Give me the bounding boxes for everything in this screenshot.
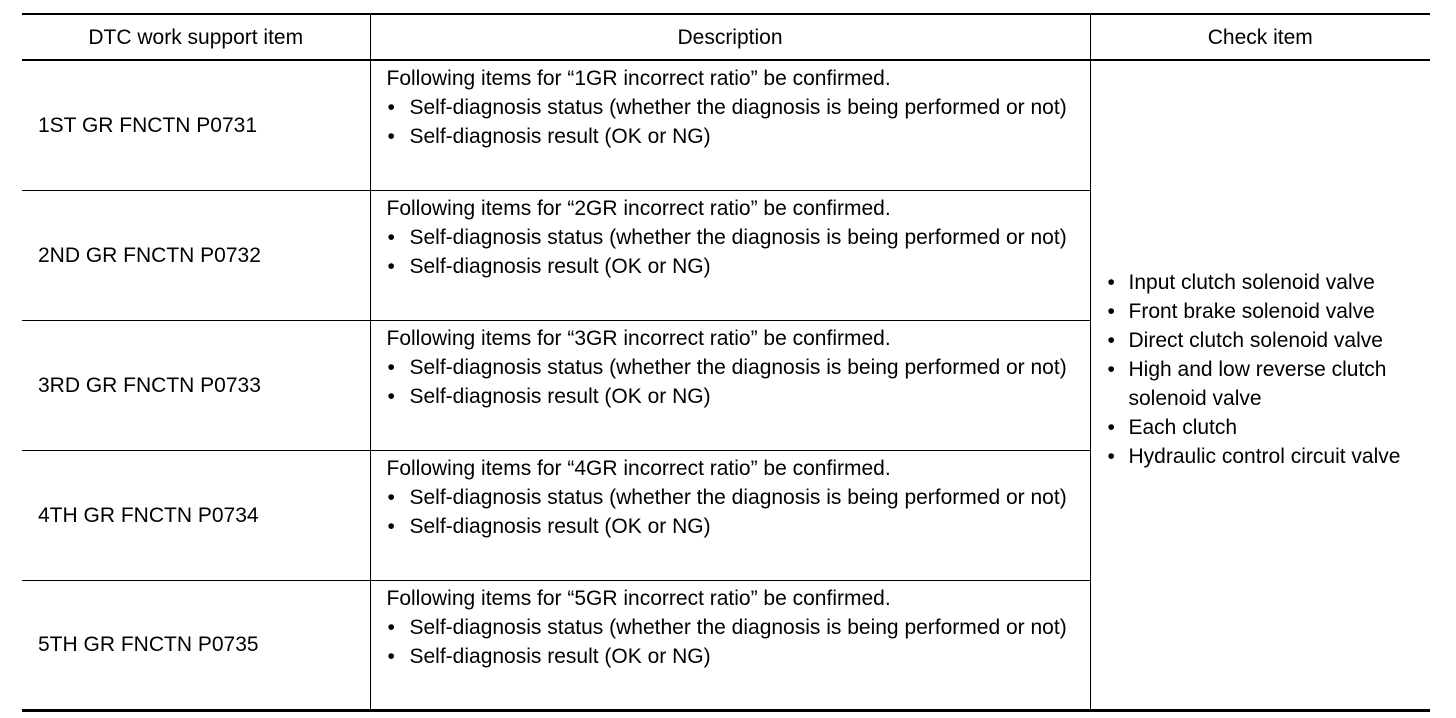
description-intro: Following items for “3GR incorrect ratio” be confirmed. bbox=[386, 326, 891, 350]
description-bullet: • Self-diagnosis status (whether the diagnosis is being performed or not) bbox=[387, 223, 1076, 252]
check-item: • Each clutch bbox=[1107, 413, 1423, 442]
description-cell bbox=[370, 60, 1090, 190]
header-description: Description bbox=[370, 14, 1090, 60]
description-bullet-list bbox=[387, 223, 1076, 281]
dtc-item-cell: 4TH GR FNCTN P0734 bbox=[22, 450, 370, 580]
dtc-item-cell: 1ST GR FNCTN P0731 bbox=[22, 60, 370, 190]
check-item: • High and low reverse clutch solenoid valve bbox=[1107, 355, 1423, 413]
description-bullet: • Self-diagnosis status (whether the diagnosis is being performed or not) bbox=[387, 613, 1076, 642]
header-check-item: Check item bbox=[1090, 14, 1430, 60]
description-bullet-list bbox=[387, 353, 1076, 411]
description-intro: Following items for “5GR incorrect ratio” be confirmed. bbox=[386, 586, 891, 610]
check-item-cell bbox=[1090, 60, 1430, 710]
check-item-list bbox=[1107, 268, 1423, 471]
description-cell bbox=[370, 190, 1090, 320]
description-bullet: • Self-diagnosis status (whether the diagnosis is being performed or not) bbox=[387, 353, 1076, 382]
table-row bbox=[22, 60, 1430, 190]
dtc-item-cell: 3RD GR FNCTN P0733 bbox=[22, 320, 370, 450]
description-bullet: • Self-diagnosis status (whether the diagnosis is being performed or not) bbox=[387, 93, 1076, 122]
description-cell bbox=[370, 320, 1090, 450]
description-bullet: • Self-diagnosis result (OK or NG) bbox=[387, 512, 1076, 541]
description-intro: Following items for “4GR incorrect ratio” be confirmed. bbox=[386, 456, 891, 480]
check-item: • Hydraulic control circuit valve bbox=[1107, 442, 1423, 471]
description-intro: Following items for “2GR incorrect ratio” be confirmed. bbox=[386, 196, 891, 220]
check-item: • Input clutch solenoid valve bbox=[1107, 268, 1423, 297]
description-bullet: • Self-diagnosis status (whether the diagnosis is being performed or not) bbox=[387, 483, 1076, 512]
description-bullet-list bbox=[387, 483, 1076, 541]
description-intro: Following items for “1GR incorrect ratio” be confirmed. bbox=[386, 67, 891, 90]
check-item: • Front brake solenoid valve bbox=[1107, 297, 1423, 326]
dtc-item-cell: 2ND GR FNCTN P0732 bbox=[22, 190, 370, 320]
check-item: • Direct clutch solenoid valve bbox=[1107, 326, 1423, 355]
description-cell bbox=[370, 450, 1090, 580]
description-bullet-list bbox=[387, 93, 1076, 151]
table-header-row bbox=[22, 14, 1430, 60]
description-bullet: • Self-diagnosis result (OK or NG) bbox=[387, 382, 1076, 411]
description-bullet: • Self-diagnosis result (OK or NG) bbox=[387, 642, 1076, 671]
dtc-work-support-table bbox=[22, 13, 1430, 712]
description-bullet: • Self-diagnosis result (OK or NG) bbox=[387, 122, 1076, 151]
description-bullet: • Self-diagnosis result (OK or NG) bbox=[387, 252, 1076, 281]
description-bullet-list bbox=[387, 613, 1076, 671]
description-cell bbox=[370, 580, 1090, 710]
dtc-item-cell: 5TH GR FNCTN P0735 bbox=[22, 580, 370, 710]
header-dtc-work-support-item: DTC work support item bbox=[22, 14, 370, 60]
